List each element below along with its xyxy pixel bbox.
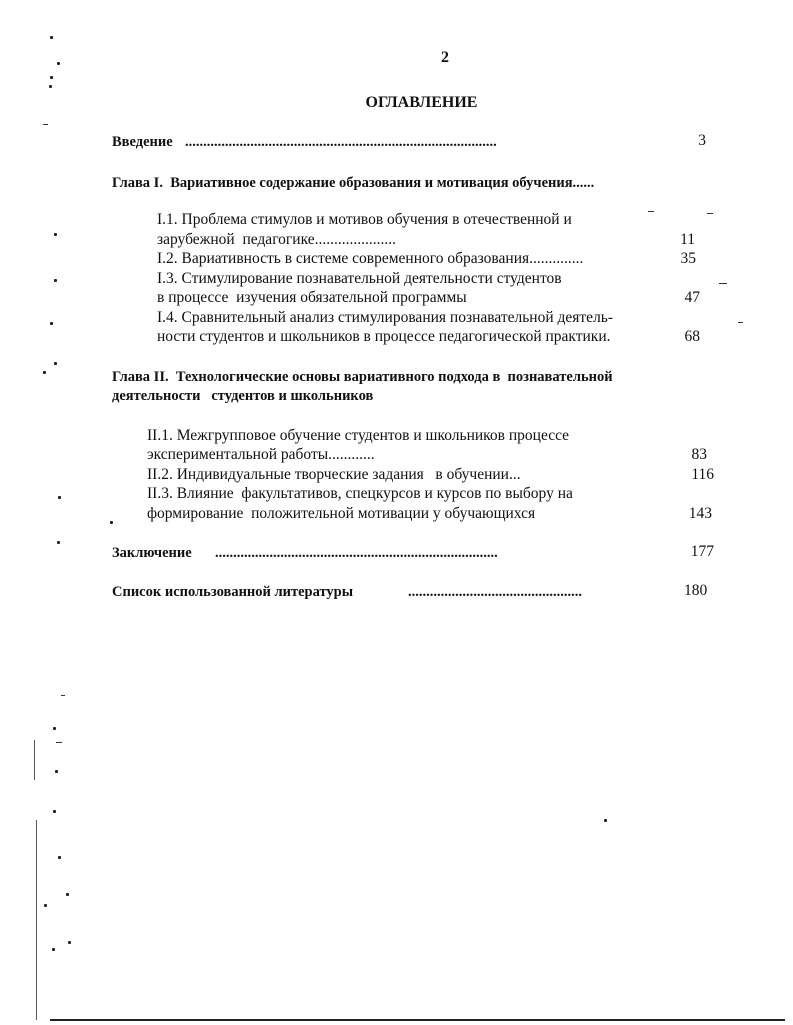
- toc-entry-references-leader: ................................................: [408, 585, 582, 600]
- toc-item-2-1-line1: II.1. Межгрупповое обучение студентов и школьников процессе: [147, 427, 570, 444]
- chapter-2-heading-line1: Глава II. Технологические основы вариативного подхода в познавательной: [112, 369, 613, 385]
- toc-item-2-3-line2: формирование положительной мотивации у обучающихся: [147, 505, 536, 522]
- chapter-2-heading-line2: деятельности студентов и школьников: [112, 388, 374, 404]
- page-number: 2: [441, 49, 449, 66]
- toc-item-2-1-page: 83: [691, 446, 707, 463]
- toc-item-1-2-line1: I.2. Вариативность в системе современного образования..............: [157, 250, 584, 267]
- toc-item-2-1-line2: экспериментальной работы............: [147, 446, 375, 463]
- toc-entry-intro-page: 3: [698, 132, 706, 149]
- page-title: ОГЛАВЛЕНИЕ: [365, 94, 478, 111]
- toc-item-2-2-page: 116: [691, 466, 714, 483]
- toc-item-1-3-page: 47: [684, 289, 700, 306]
- toc-item-1-4-page: 68: [684, 328, 700, 345]
- toc-item-1-1-line2: зарубежной педагогике.....................: [157, 231, 396, 248]
- toc-entry-references-label: Список использованной литературы: [112, 584, 354, 600]
- toc-item-1-1-page: 11: [680, 231, 695, 248]
- toc-item-1-4-line2: ности студентов и школьников в процессе педагогической практики.: [157, 328, 611, 345]
- toc-item-1-1-line1: I.1. Проблема стимулов и мотивов обучения в отечественной и: [157, 211, 572, 228]
- chapter-1-heading: Глава I. Вариативное содержание образования и мотивация обучения......: [112, 175, 595, 191]
- toc-entry-intro-label: Введение: [112, 134, 173, 150]
- toc-item-1-3-line1: I.3. Стимулирование познавательной деятельности студентов: [157, 270, 562, 287]
- toc-item-1-3-line2: в процессе изучения обязательной программы: [157, 289, 467, 306]
- toc-entry-conclusion-label: Заключение: [112, 545, 192, 561]
- toc-entry-conclusion-page: 177: [690, 543, 714, 560]
- toc-item-2-3-page: 143: [688, 505, 712, 522]
- toc-item-2-2-line1: II.2. Индивидуальные творческие задания в обучении...: [147, 466, 521, 483]
- toc-entry-references-page: 180: [684, 582, 708, 599]
- toc-entry-intro-leader: ......................................................................................: [185, 135, 497, 150]
- toc-item-2-3-line1: II.3. Влияние факультативов, спецкурсов и курсов по выбору на: [147, 485, 573, 502]
- toc-item-1-4-line1: I.4. Сравнительный анализ стимулирования познавательной деятель-: [157, 309, 614, 326]
- toc-entry-conclusion-leader: ..............................................................................: [215, 546, 498, 561]
- toc-item-1-2-page: 35: [680, 250, 696, 267]
